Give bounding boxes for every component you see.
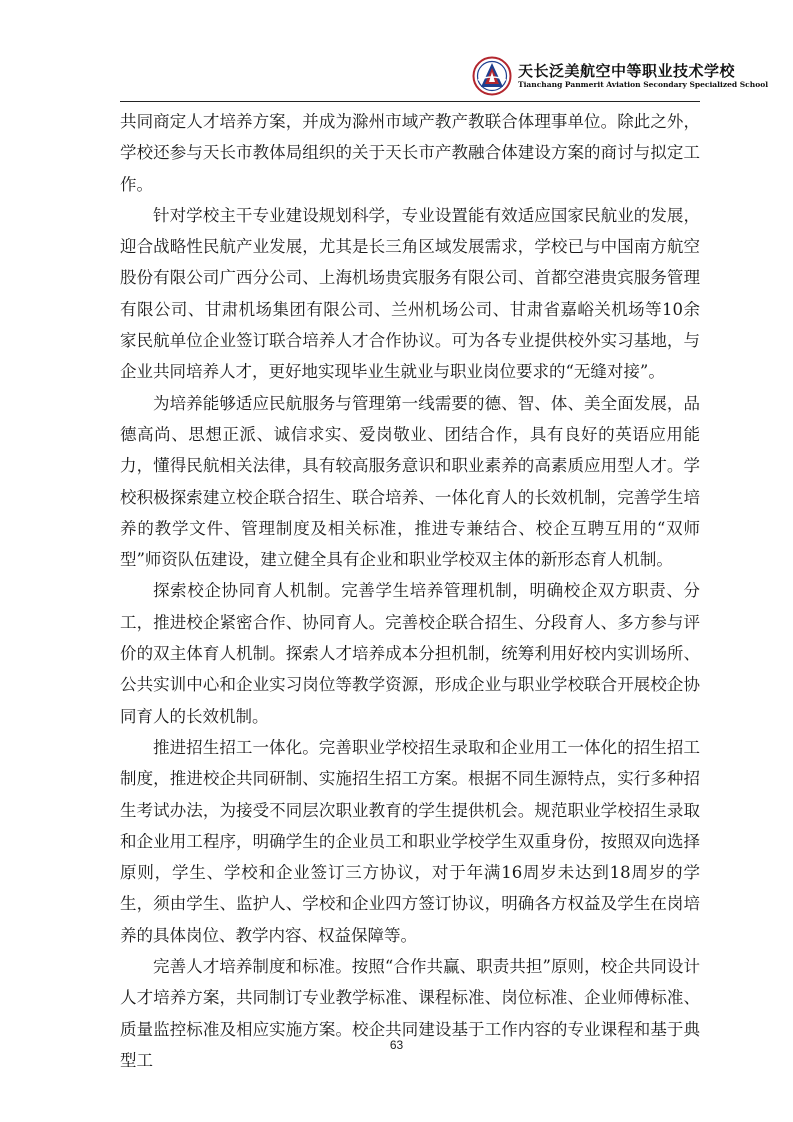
paragraph-talent-training: 为培养能够适应民航服务与管理第一线需要的德、智、体、美全面发展，品德高尚、思想正派、诚信求实、爱岗敬业、团结合作，具有良好的英语应用能力，懂得民航相关法律，具有较高服务意识和职业素养的高素质应用型人才。学校积极探索建立校企联合招生、联合培养、一体化育人的长效机制，完善学生培养的教学文件、管理制度及相关标准，推进专兼结合、校企互聘互用的“双师型”师资队伍建设，建立健全具有企业和职业学校双主体的新形态育人机制。 (120, 393, 700, 570)
document-body (120, 106, 700, 1076)
school-logo-icon (472, 56, 512, 96)
page-header (120, 50, 769, 102)
paragraph-training-standards: 完善人才培养制度和标准。按照“合作共赢、职责共担”原则，校企共同设计人才培养方案，共同制订专业教学标准、课程标准、岗位标准、企业师傅标准、质量监控标准及相应实施方案。校企共同建设基于工作内容的专业课程和基于典型工 (120, 957, 700, 1070)
paragraph-continued: 共同商定人才培养方案，并成为滁州市域产教产教联合体理事单位。除此之外，学校还参与天长市教体局组织的关于天长市产教融合体建设方案的商讨与拟定工作。 (120, 112, 700, 194)
school-name-cn: 天长泛美航空中等职业技术学校 (518, 62, 736, 80)
header-rule (120, 101, 700, 102)
paragraph-enrollment-integration: 推进招生招工一体化。完善职业学校招生录取和企业用工一体化的招生招工制度，推进校企共同研制、实施招生招工方案。根据不同生源特点，实行多种招生考试办法，为接受不同层次职业教育的学生提供机会。规范职业学校招生录取和企业用工程序，明确学生的企业员工和职业学校学生双重身份，按照双向选择原则，学生、学校和企业签订三方协议，对于年满16周岁未达到18周岁的学生，须由学生、监护人、学校和企业四方签订协议，明确各方权益及学生在岗培养的具体岗位、教学内容、权益保障等。 (120, 737, 700, 945)
paragraph-professional-planning: 针对学校主干专业建设规划科学，专业设置能有效适应国家民航业的发展，迎合战略性民航产业发展，尤其是长三角区域发展需求，学校已与中国南方航空股份有限公司广西分公司、上海机场贵宾服务有限公司、首都空港贵宾服务管理有限公司、甘肃机场集团有限公司、兰州机场公司、甘肃省嘉峪关机场等10余家民航单位企业签订联合培养人才合作协议。可为各专业提供校外实习基地，与企业共同培养人才，更好地实现毕业生就业与职业岗位要求的“无缝对接”。 (120, 205, 700, 382)
school-name-en: Tianchang Panmerit Aviation Secondary Specialized School (518, 80, 769, 89)
page-number: 63 (389, 1038, 404, 1052)
paragraph-cooperative-education: 探索校企协同育人机制。完善学生培养管理机制，明确校企双方职责、分工，推进校企紧密合作、协同育人。完善校企联合招生、分段育人、多方参与评价的双主体育人机制。探索人才培养成本分担机制，统筹利用好校内实训场所、公共实训中心和企业实习岗位等教学资源，形成企业与职业学校联合开展校企协同育人的长效机制。 (120, 581, 700, 726)
